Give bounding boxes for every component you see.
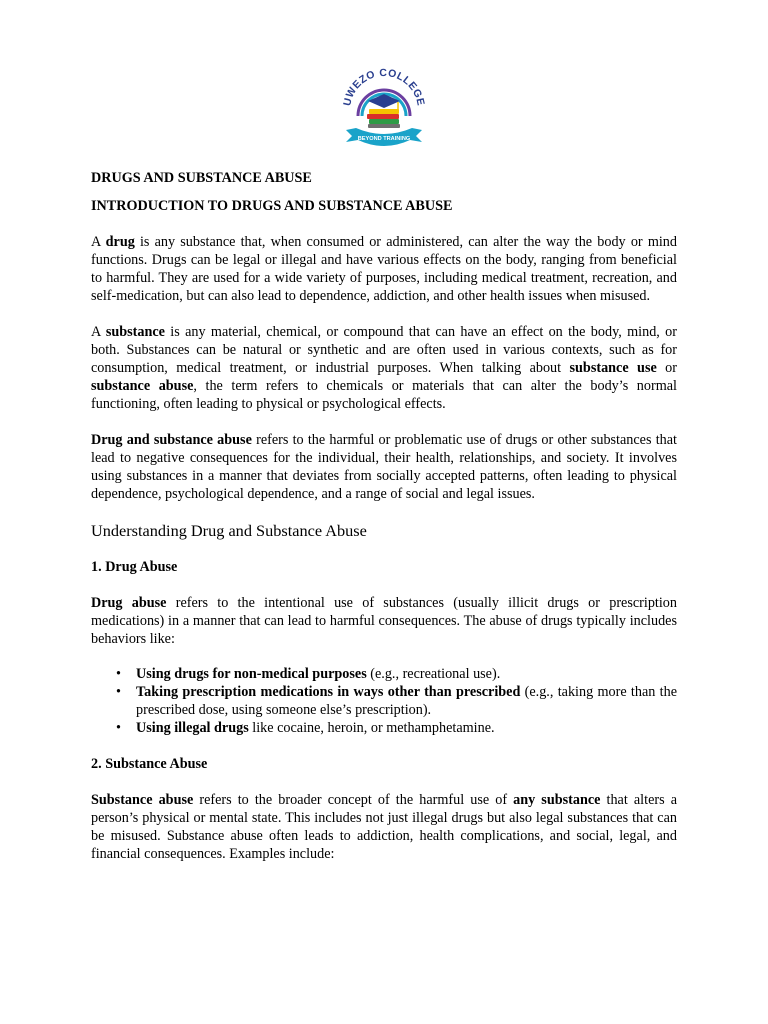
list-item [116, 683, 677, 719]
paragraph-drug-abuse [91, 594, 677, 648]
p2-bold-term-1: substance [105, 324, 165, 340]
paragraph-substance-definition [91, 323, 677, 413]
logo-book-red [367, 114, 399, 119]
list-item [116, 665, 677, 683]
section-heading: Understanding Drug and Substance Abuse [91, 521, 367, 540]
p2-text-3: , the term refers to chemicals or materials that can alter the body’s normal functioning, often leading to physical or psychological effects. [91, 378, 677, 412]
p1-text: is any substance that, when consumed or administered, can alter the way the body or mind functions. Drugs can be legal or illegal and have various effects on the body, ranging from beneficial to harmful. They are used for a wide variety of purposes, including medical treatment, recreation, and self-medication, but can also lead to dependence, addiction, and other health issues when misused. [91, 234, 677, 304]
college-logo [91, 60, 677, 152]
bullet-icon: • [116, 666, 121, 682]
paragraph-drug-definition [91, 233, 677, 305]
p2-text-1: is any material, chemical, or compound that can have an effect on the body, mind, or both. Substances can be natural or synthetic and are often used in various contexts, such as for consumption, medical treatment, or industrial purposes. When talking about [91, 324, 677, 376]
p4-bold-term: Drug abuse [91, 595, 167, 611]
logo-book-green [369, 119, 399, 124]
document-subtitle: INTRODUCTION TO DRUGS AND SUBSTANCE ABUSE [91, 198, 453, 214]
document-page [91, 60, 677, 881]
list-item-text: like cocaine, heroin, or methamphetamine. [248, 720, 495, 736]
logo-book-yellow [369, 109, 399, 114]
logo-ribbon-text: BEYOND TRAINING [357, 136, 411, 142]
p5-bold-term-1: Substance abuse [91, 792, 194, 808]
logo-graphic [336, 60, 432, 152]
bullet-icon: • [116, 720, 121, 736]
p4-text: refers to the intentional use of substances (usually illicit drugs or prescription medications) in a manner that can lead to harmful consequences. The abuse of drugs typically includes behaviors like: [91, 595, 677, 647]
subheading-substance-abuse: 2. Substance Abuse [91, 756, 208, 772]
p5-text-2: that alters a person’s physical or mental state. This includes not just illegal drugs but also legal substances that can be misused. Substance abuse often leads to addiction, health complications, and social, legal, and financial consequences. Examples include: [91, 792, 677, 862]
paragraph-abuse-definition [91, 431, 677, 503]
p5-text-1: refers to the broader concept of the harmful use of [193, 792, 514, 808]
p1-pre: A [91, 234, 106, 250]
p3-bold-term: Drug and substance abuse [91, 432, 252, 448]
bullet-icon: • [116, 684, 121, 700]
p2-pre: A [91, 324, 106, 340]
p2-bold-term-3: substance abuse [91, 378, 194, 394]
logo-book-gray [368, 124, 400, 128]
list-item [116, 719, 677, 737]
drug-abuse-behaviors-list [91, 665, 677, 737]
p5-bold-term-2: any substance [513, 792, 601, 808]
p1-bold-term: drug [105, 234, 135, 250]
list-item-bold: Using drugs for non-medical purposes [136, 666, 367, 682]
subheading-drug-abuse: 1. Drug Abuse [91, 559, 178, 575]
paragraph-substance-abuse [91, 791, 677, 863]
list-item-text: (e.g., recreational use). [366, 666, 501, 682]
list-item-text: (e.g., taking more than the prescribed dose, using someone else’s prescription). [136, 684, 677, 718]
p2-text-2: or [656, 360, 677, 376]
document-title: DRUGS AND SUBSTANCE ABUSE [91, 170, 312, 186]
p3-text: refers to the harmful or problematic use of drugs or other substances that lead to negative consequences for the individual, their health, relationships, and society. It involves using substances in a manner that deviates from socially accepted patterns, often leading to physical dependence, psychological dependence, and a range of social and legal issues. [91, 432, 677, 502]
list-item-bold: Using illegal drugs [136, 720, 249, 736]
list-item-bold: Taking prescription medications in ways other than prescribed [136, 684, 521, 700]
p2-bold-term-2: substance use [569, 360, 657, 376]
logo-arc-text: UWEZO COLLEGE [341, 66, 427, 108]
